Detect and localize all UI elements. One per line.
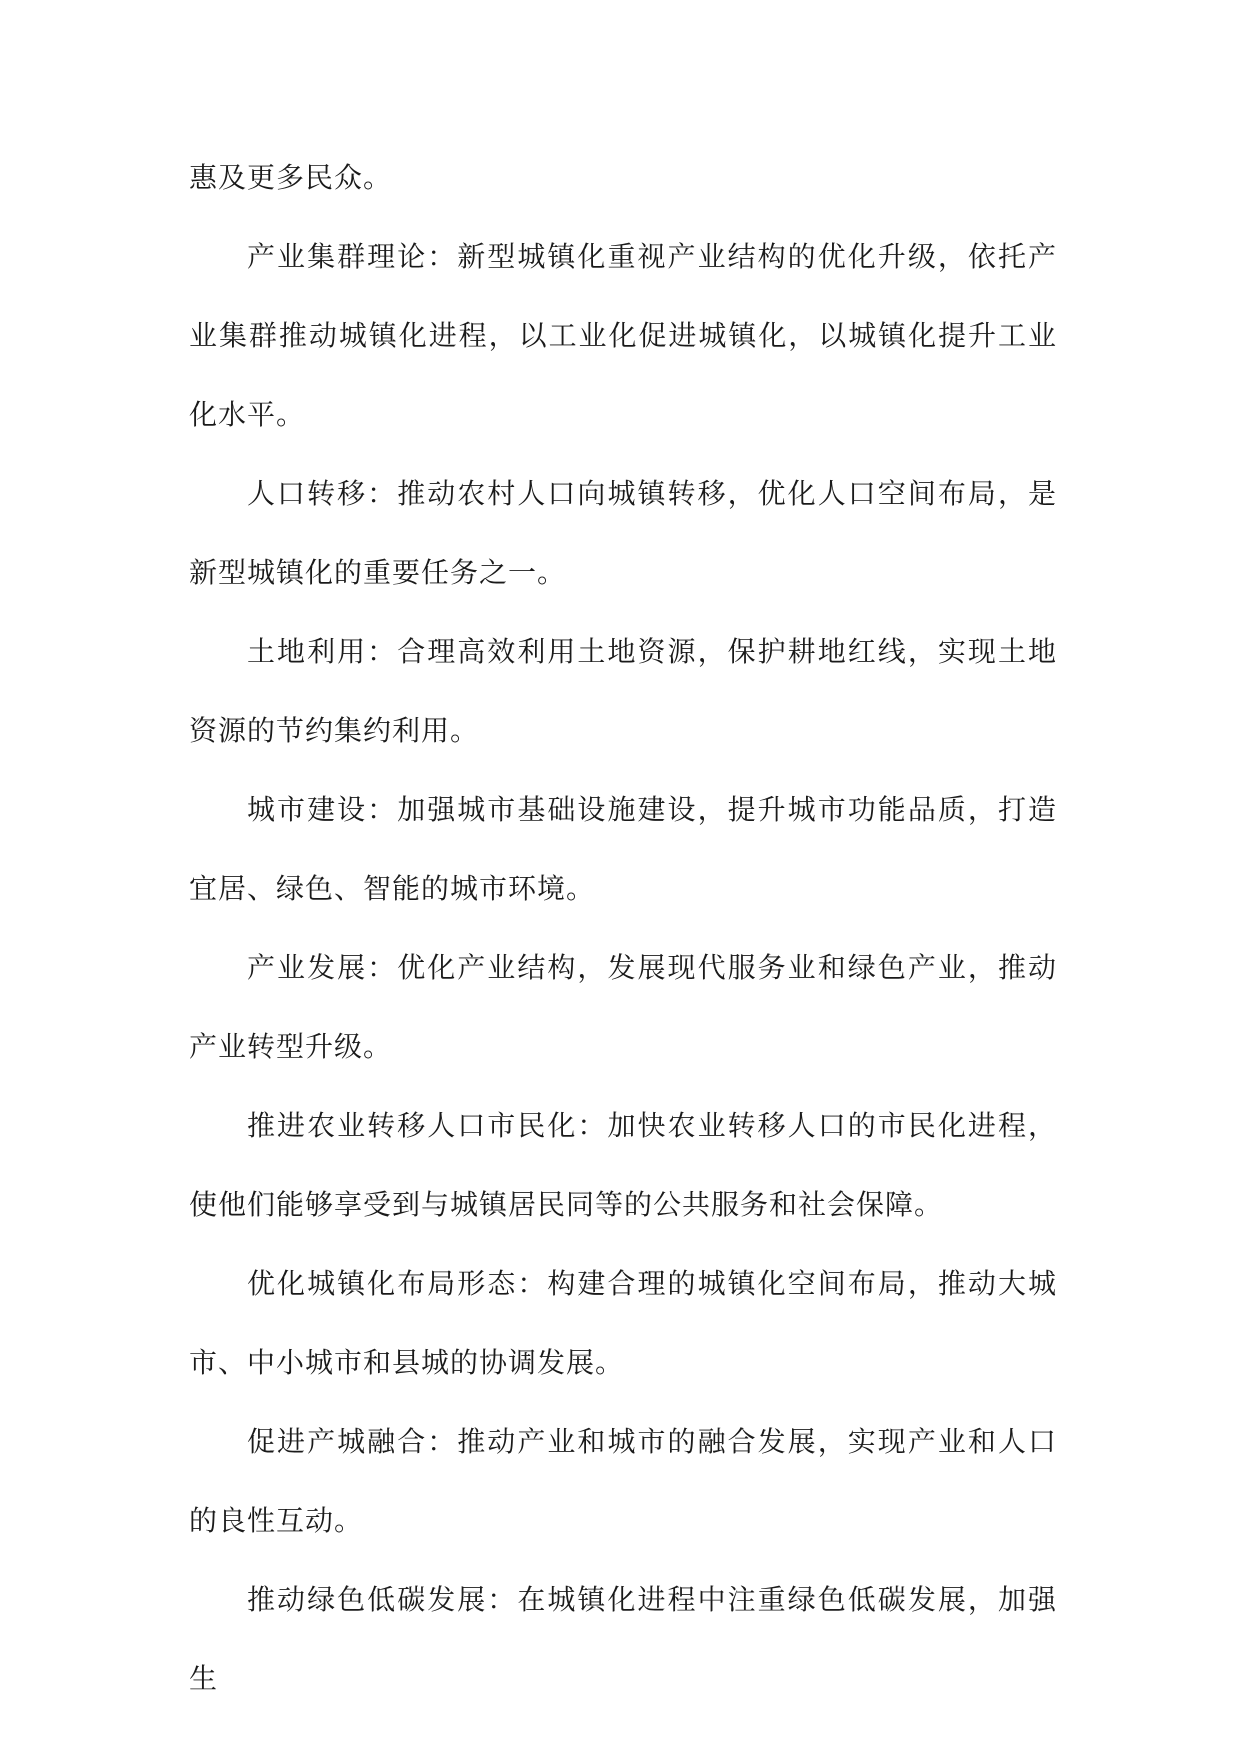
paragraph: 城市建设：加强城市基础设施建设，提升城市功能品质，打造宜居、绿色、智能的城市环境。 xyxy=(189,793,1057,905)
paragraph: 人口转移：推动农村人口向城镇转移，优化人口空间布局，是新型城镇化的重要任务之一。 xyxy=(189,477,1057,589)
paragraph: 产业发展：优化产业结构，发展现代服务业和绿色产业，推动产业转型升级。 xyxy=(189,951,1057,1063)
paragraph: 产业集群理论：新型城镇化重视产业结构的优化升级，依托产业集群推动城镇化进程，以工业化促进城镇化，以城镇化提升工业化水平。 xyxy=(189,240,1057,431)
document-body xyxy=(189,138,1057,1718)
paragraph: 促进产城融合：推动产业和城市的融合发展，实现产业和人口的良性互动。 xyxy=(189,1425,1057,1537)
paragraph: 优化城镇化布局形态：构建合理的城镇化空间布局，推动大城市、中小城市和县城的协调发展。 xyxy=(189,1267,1057,1379)
paragraph: 推进农业转移人口市民化：加快农业转移人口的市民化进程，使他们能够享受到与城镇居民同等的公共服务和社会保障。 xyxy=(189,1109,1057,1221)
paragraph: 土地利用：合理高效利用土地资源，保护耕地红线，实现土地资源的节约集约利用。 xyxy=(189,635,1057,747)
paragraph: 惠及更多民众。 xyxy=(189,161,393,194)
paragraph: 推动绿色低碳发展：在城镇化进程中注重绿色低碳发展，加强生 xyxy=(189,1583,1057,1695)
